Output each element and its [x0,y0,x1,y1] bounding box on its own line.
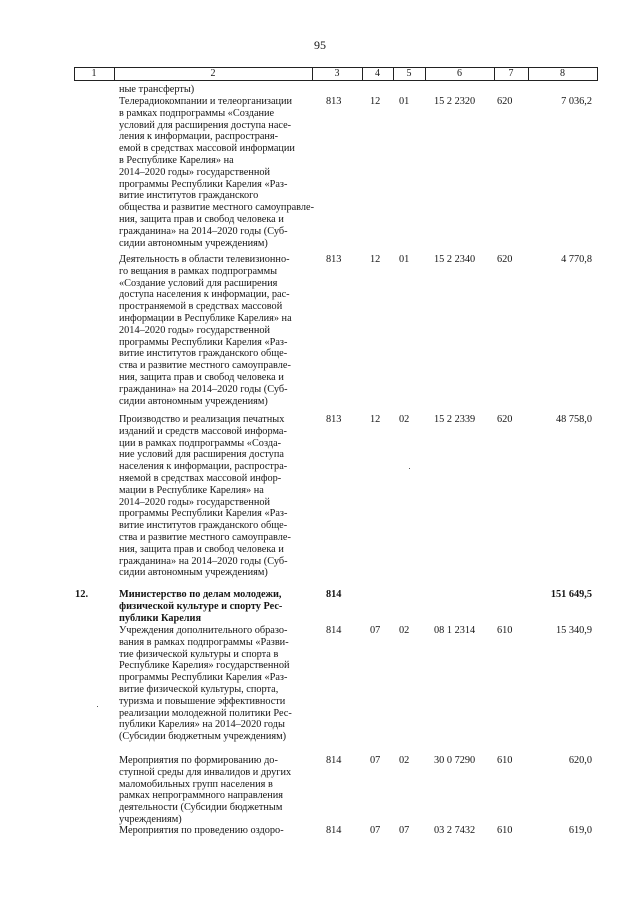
description-cell [119,825,309,837]
description-line: в рамках подпрограммы «Создание [119,107,275,119]
description-line: общества и развитие местного самоуправле- [119,202,315,214]
description-line: ции в рамках подпрограммы «Созда- [119,437,282,449]
description-line: Производство и реализация печатных [119,414,285,425]
description-cell [119,96,315,249]
header-cell-4: 4 [375,68,380,79]
subsection-code-cell: 01 [399,96,410,107]
description-line: ные трансферты) [119,84,195,95]
description-line: 2014–2020 годы» государственной [119,166,270,178]
header-cell-1: 1 [91,68,97,79]
description-line: Мероприятия по формированию до- [119,755,278,766]
subsection-code-cell: 02 [399,755,410,766]
scan-speck [97,706,98,707]
expense-type-cell: 620 [497,96,513,107]
amount-cell: 48 758,0 [555,414,592,425]
description-line: населения к информации, распростра- [119,461,288,473]
ministry-code-cell: 814 [326,755,342,766]
description-cell [119,254,309,407]
scan-speck [409,468,410,469]
description-line: витие институтов гражданского обще- [119,520,288,532]
header-cell-5: 5 [406,68,412,79]
ministry-code-cell: 813 [326,254,342,265]
description-line: ления к информации, распространя- [119,131,279,143]
description-line: ния, защита прав и свобод человека и [119,543,284,555]
description-line: программы Республики Карелия «Раз- [119,336,288,348]
page-number: 95 [314,38,326,52]
row-number-cell: 12. [75,589,89,600]
ministry-code-cell: 814 [326,625,342,636]
description-line: тие физической культуры и спорта в [119,648,279,660]
expense-type-cell: 610 [497,755,513,766]
description-line: деятельности (Субсидии бюджетным [119,802,283,814]
header-cell-8: 8 [560,68,565,79]
description-line: гражданина» на 2014–2020 годы (Суб- [119,555,288,567]
description-line: ства и развитие местного самоуправле- [119,360,291,372]
description-line: реализации молодежной политики Рес- [119,707,292,719]
description-line: 2014–2020 годы» государственной [119,324,270,336]
amount-cell: 7 036,2 [561,96,592,107]
description-line: Телерадиокомпании и телеорганизации [119,96,293,107]
subsection-code-cell: 01 [399,254,410,265]
description-line: пространяемой в средствах массовой [119,301,283,313]
subsection-code-cell: 02 [399,414,410,425]
ministry-code-cell: 814 [326,825,342,836]
description-line: сидии автономным учреждениям) [119,395,268,407]
section-code-cell: 07 [370,825,381,836]
description-line: 2014–2020 годы» государственной [119,496,270,508]
description-line: туризма и повышение эффективности [119,695,286,707]
description-line: емой в средствах массовой информации [119,143,295,155]
section-code-cell: 12 [370,414,381,425]
description-line: (Субсидии бюджетным учреждениям) [119,731,287,743]
expense-type-cell: 610 [497,625,513,636]
description-cell [119,84,309,96]
description-line: Деятельность в области телевизионно- [119,254,290,265]
description-cell [119,755,309,826]
description-line: витие институтов гражданского [119,190,259,202]
description-cell [119,589,309,624]
description-line: программы Республики Карелия «Раз- [119,508,288,520]
description-line: Министерство по делам молодежи, [119,589,282,600]
description-line: сидии автономным учреждениям) [119,567,268,579]
target-article-cell: 03 2 7432 [434,825,476,836]
section-code-cell: 07 [370,625,381,636]
description-cell [119,414,309,579]
description-line: витие институтов гражданского обще- [119,348,288,360]
ministry-code-cell: 814 [326,589,342,600]
description-line: сидии автономным учреждениям) [119,237,268,249]
description-line: мации в Республике Карелия» на [119,484,264,496]
description-line: ния, защита прав и свобод человека и [119,371,284,383]
description-line: гражданина» на 2014–2020 годы (Суб- [119,383,288,395]
amount-cell: 4 770,8 [561,254,592,265]
description-line: «Создание условий для расширения [119,277,278,289]
description-line: ние условий для расширения доступа [119,449,284,461]
amount-cell: 151 649,5 [550,589,592,600]
description-cell [119,625,309,743]
description-line: информации в Республике Карелия» на [119,312,292,324]
amount-cell: 619,0 [568,825,592,836]
amount-cell: 15 340,9 [555,625,592,636]
table-header [0,67,640,81]
description-line: учреждениям) [119,813,182,825]
description-line: публики Карелия [119,612,202,624]
target-article-cell: 15 2 2340 [434,254,476,265]
subsection-code-cell: 07 [399,825,410,836]
description-line: вания в рамках подпрограммы «Разви- [119,636,289,648]
description-line: Мероприятия по проведению оздоро- [119,825,284,836]
description-line: гражданина» на 2014–2020 годы (Суб- [119,225,288,237]
description-line: доступа населения к информации, рас- [119,289,290,301]
target-article-cell: 15 2 2320 [434,96,476,107]
header-divider [597,67,598,81]
expense-type-cell: 620 [497,254,513,265]
description-line: изданий и средств массовой информа- [119,425,287,437]
expense-type-cell: 610 [497,825,513,836]
description-line: программы Республики Карелия «Раз- [119,178,288,190]
subsection-code-cell: 02 [399,625,410,636]
description-line: в Республике Карелия» на [119,154,234,166]
description-line: ния, защита прав и свобод человека и [119,213,284,225]
header-cell-2: 2 [210,68,216,79]
description-line: публики Карелия» на 2014–2020 годы [119,719,285,731]
description-line: Республике Карелия» государственной [119,660,290,672]
target-article-cell: 30 0 7290 [434,755,476,766]
section-code-cell: 07 [370,755,381,766]
description-line: ства и развитие местного самоуправле- [119,531,291,543]
expense-type-cell: 620 [497,414,513,425]
section-code-cell: 12 [370,96,381,107]
amount-cell: 620,0 [568,755,592,766]
description-line: ступной среды для инвалидов и других [119,766,292,778]
description-line: физической культуре и спорту Рес- [119,600,283,612]
description-line: программы Республики Карелия «Раз- [119,672,288,684]
description-line: Учреждения дополнительного образо- [119,625,288,636]
description-line: условий для расширения доступа насе- [119,119,292,131]
header-cell-6: 6 [457,68,462,79]
description-line: го вещания в рамках подпрограммы [119,265,278,277]
ministry-code-cell: 813 [326,414,342,425]
description-line: витие физической культуры, спорта, [119,683,279,695]
header-cell-7: 7 [508,68,514,79]
description-line: няемой в средствах массовой инфор- [119,472,282,484]
description-line: рамках непрограммного направления [119,790,283,802]
target-article-cell: 15 2 2339 [434,414,476,425]
description-line: маломобильных групп населения в [119,778,273,790]
target-article-cell: 08 1 2314 [434,625,476,636]
header-cell-3: 3 [334,68,340,79]
section-code-cell: 12 [370,254,381,265]
ministry-code-cell: 813 [326,96,342,107]
